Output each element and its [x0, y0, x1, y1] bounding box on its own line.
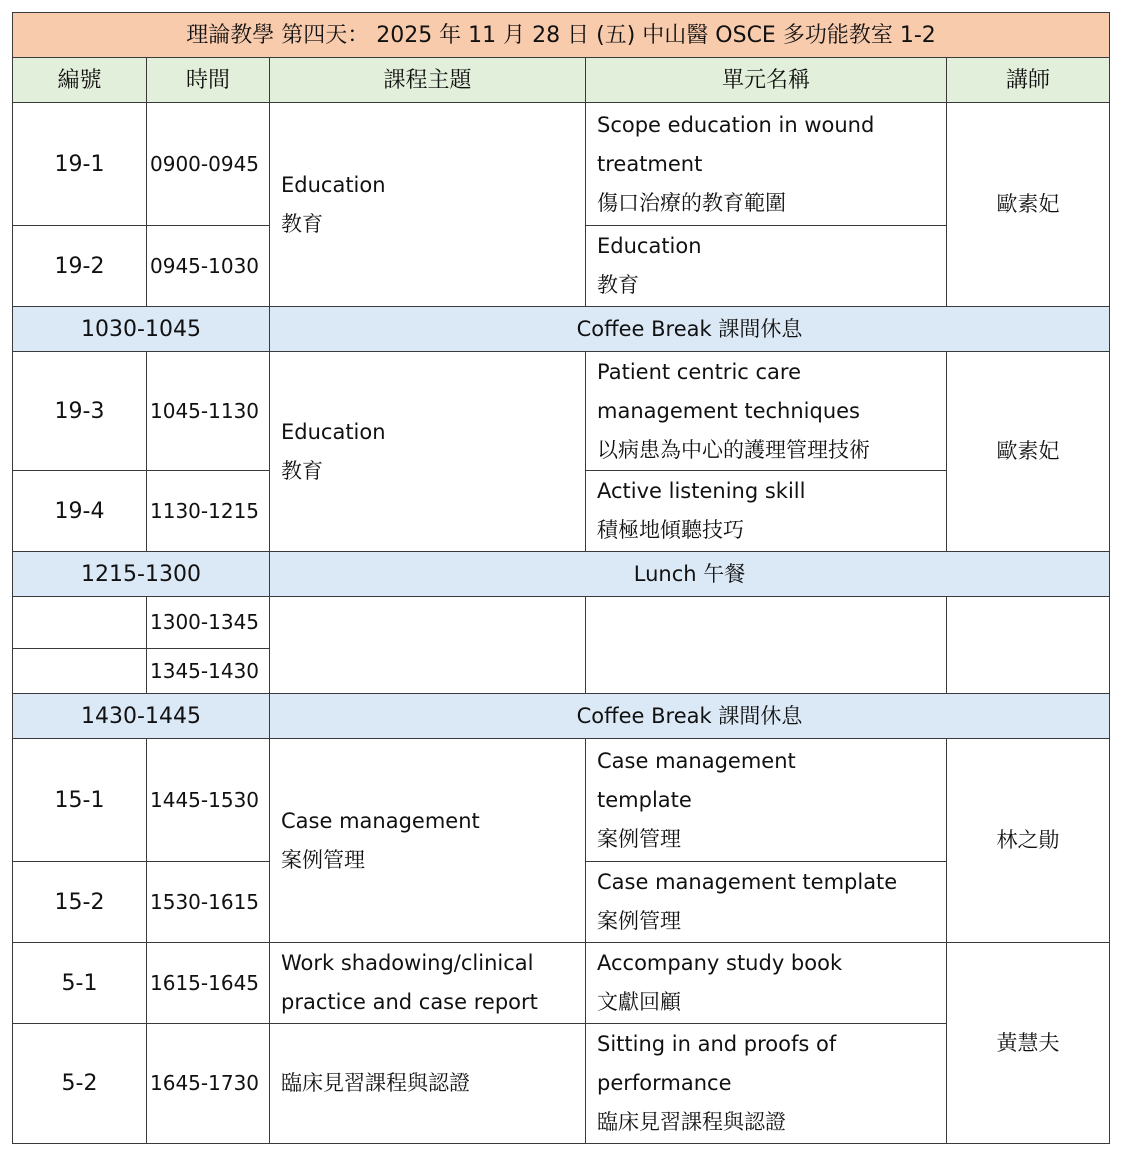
- table-row: [13, 1024, 1110, 1144]
- session-code: 19-2: [13, 226, 147, 307]
- session-time: 0945-1030: [147, 226, 270, 307]
- session-time: 1530-1615: [147, 862, 270, 943]
- teacher-name: [947, 597, 1110, 694]
- header-topic: 課程主題: [270, 58, 586, 103]
- unit-en: Patient centric care: [597, 359, 802, 384]
- unit-zh: 案例管理: [597, 909, 681, 933]
- session-code: 5-1: [13, 943, 147, 1024]
- unit-zh: 以病患為中心的護理管理技術: [597, 437, 870, 462]
- unit-name: [586, 226, 947, 307]
- table-row: [13, 103, 1110, 226]
- topic-zh: 教育: [281, 211, 323, 236]
- topic-en: Work shadowing/clinical: [281, 951, 534, 975]
- unit-en: Sitting in and proofs of: [597, 1032, 837, 1056]
- title-row: [13, 13, 1110, 58]
- session-time: 1445-1530: [147, 739, 270, 862]
- unit-en: Scope education in wound: [597, 112, 875, 137]
- session-code: 19-3: [13, 352, 147, 471]
- unit-name: [586, 103, 947, 226]
- unit-zh: 教育: [597, 273, 639, 297]
- course-topic: [270, 739, 586, 943]
- session-time: 1300-1345: [147, 597, 270, 649]
- unit-en-cont: treatment: [597, 151, 703, 176]
- unit-en-cont: management techniques: [597, 398, 861, 423]
- break-label: Lunch 午餐: [270, 552, 1110, 597]
- session-time: 1645-1730: [147, 1024, 270, 1144]
- session-time: 0900-0945: [147, 103, 270, 226]
- unit-en: Case management template: [597, 870, 898, 894]
- topic-zh: 教育: [281, 458, 323, 483]
- header-code: 編號: [13, 58, 147, 103]
- session-code: 15-2: [13, 862, 147, 943]
- session-code: [13, 597, 147, 649]
- header-time: 時間: [147, 58, 270, 103]
- break-time: 1030-1045: [13, 307, 270, 352]
- unit-name: [586, 943, 947, 1024]
- session-time: 1615-1645: [147, 943, 270, 1024]
- break-time: 1215-1300: [13, 552, 270, 597]
- break-label: Coffee Break 課間休息: [270, 694, 1110, 739]
- unit-zh: 傷口治療的教育範圍: [597, 190, 786, 215]
- topic-en: Education: [281, 419, 386, 444]
- unit-zh: 臨床見習課程與認證: [597, 1110, 786, 1134]
- break-time: 1430-1445: [13, 694, 270, 739]
- unit-en-cont: template: [597, 787, 692, 812]
- schedule-table: [12, 12, 1110, 1144]
- session-code: 19-1: [13, 103, 147, 226]
- unit-name: [586, 1024, 947, 1144]
- unit-en: Case management: [597, 748, 796, 773]
- course-topic: [270, 943, 586, 1024]
- session-time: 1345-1430: [147, 649, 270, 694]
- unit-name: [586, 471, 947, 552]
- session-time: 1130-1215: [147, 471, 270, 552]
- topic-en: Case management: [281, 808, 480, 833]
- table-row: [13, 352, 1110, 471]
- break-row: [13, 307, 1110, 352]
- unit-en-cont: performance: [597, 1071, 732, 1095]
- header-unit: 單元名稱: [586, 58, 947, 103]
- unit-name: [586, 862, 947, 943]
- table-row: [13, 597, 1110, 649]
- session-code: [13, 649, 147, 694]
- session-code: 15-1: [13, 739, 147, 862]
- unit-zh: 案例管理: [597, 826, 681, 851]
- table-row: [13, 739, 1110, 862]
- header-teacher: 講師: [947, 58, 1110, 103]
- course-topic: [270, 597, 586, 694]
- topic-en: Education: [281, 172, 386, 197]
- header-row: [13, 58, 1110, 103]
- unit-name: [586, 352, 947, 471]
- break-label: Coffee Break 課間休息: [270, 307, 1110, 352]
- course-topic: [270, 103, 586, 307]
- unit-en: Active listening skill: [597, 479, 806, 503]
- unit-name: [586, 597, 947, 694]
- teacher-name: 歐素妃: [947, 352, 1110, 552]
- topic-zh: 案例管理: [281, 847, 365, 872]
- table-row: [13, 943, 1110, 1024]
- session-code: 19-4: [13, 471, 147, 552]
- teacher-name: 黃慧夫: [947, 943, 1110, 1144]
- unit-en: Education: [597, 234, 702, 258]
- session-time: 1045-1130: [147, 352, 270, 471]
- unit-zh: 文獻回顧: [597, 990, 681, 1014]
- teacher-name: 林之勛: [947, 739, 1110, 943]
- unit-name: [586, 739, 947, 862]
- break-row: [13, 552, 1110, 597]
- schedule-title: 理論教學 第四天： 2025 年 11 月 28 日 (五) 中山醫 OSCE 多功能教室 1-2: [13, 13, 1110, 58]
- course-topic: [270, 352, 586, 552]
- unit-zh: 積極地傾聽技巧: [597, 518, 744, 542]
- unit-en: Accompany study book: [597, 951, 843, 975]
- course-topic: 臨床見習課程與認證: [270, 1024, 586, 1144]
- topic-en-cont: practice and case report: [281, 990, 538, 1014]
- teacher-name: 歐素妃: [947, 103, 1110, 307]
- session-code: 5-2: [13, 1024, 147, 1144]
- break-row: [13, 694, 1110, 739]
